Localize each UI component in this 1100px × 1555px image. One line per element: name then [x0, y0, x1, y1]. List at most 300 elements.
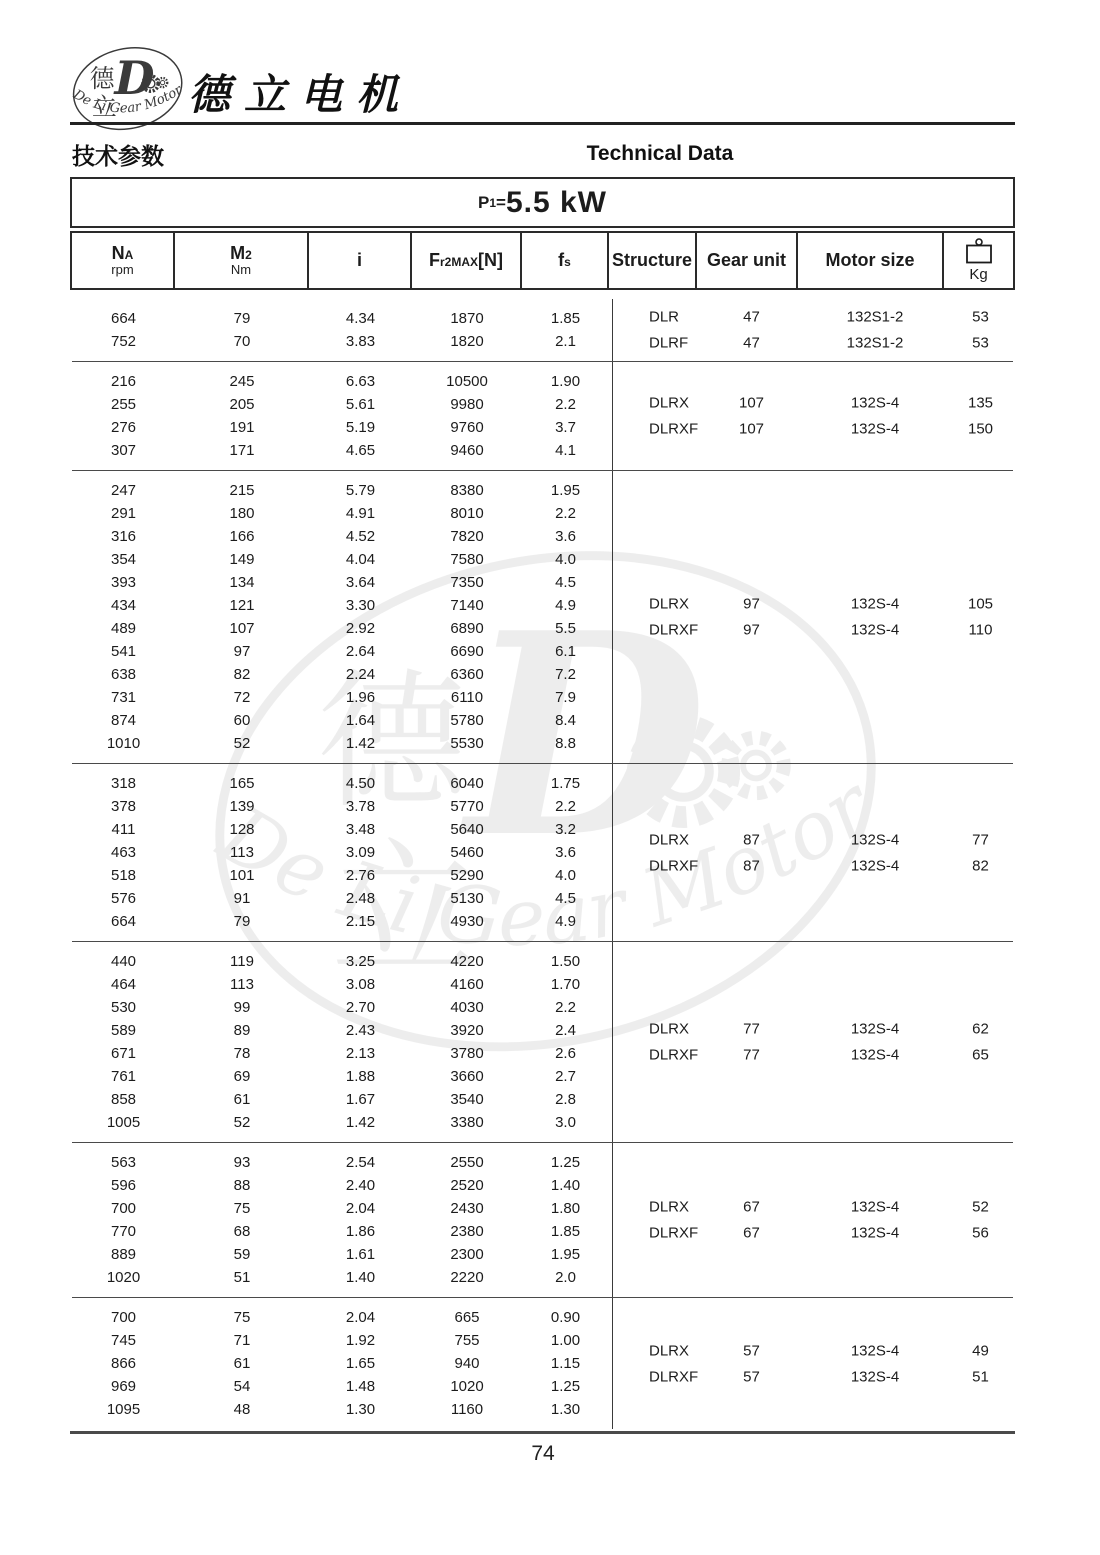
- cell-fr2max: 5640: [450, 821, 484, 838]
- cell-m2: 60: [233, 712, 251, 729]
- cell-na: 596: [110, 1177, 137, 1194]
- cell-fs: 1.90: [550, 373, 581, 390]
- cell-m2: 72: [233, 689, 251, 706]
- s-gear: 87: [743, 831, 760, 848]
- cell-m2: 54: [233, 1378, 251, 1395]
- s-motor: 132S-4: [850, 1368, 900, 1385]
- cell-na: 464: [110, 976, 137, 993]
- cell-m2: 79: [233, 310, 251, 327]
- structure-group: [613, 392, 1013, 441]
- cell-fr2max: 6040: [450, 775, 484, 792]
- cell-m2: 113: [230, 976, 254, 993]
- cell-ratio: 2.48: [345, 890, 376, 907]
- cell-fr2max: 4160: [450, 976, 484, 993]
- cell-m2: 61: [233, 1355, 251, 1372]
- cell-na: 664: [110, 913, 137, 930]
- power-rating-box: [70, 177, 1015, 228]
- cell-ratio: 2.04: [345, 1309, 376, 1326]
- cell-fr2max: 2550: [450, 1154, 484, 1171]
- cell-na: 318: [110, 775, 137, 792]
- cell-fs: 1.95: [550, 482, 581, 499]
- cell-fr2max: 3540: [450, 1091, 484, 1108]
- s-structure: DLRXF: [649, 1368, 699, 1385]
- table-row: [72, 1088, 1013, 1111]
- cell-fr2max: 7350: [450, 574, 484, 591]
- cell-fs: 3.6: [555, 844, 576, 861]
- table-row: [72, 479, 1013, 502]
- structure-group: [613, 828, 1013, 877]
- structure-group: [613, 1196, 1013, 1245]
- cell-fr2max: 8380: [450, 482, 484, 499]
- table-block: [72, 471, 1013, 764]
- page-title-en: Technical Data: [586, 142, 734, 165]
- table-row: [72, 732, 1013, 755]
- cell-na: 745: [110, 1332, 137, 1349]
- s-motor: 132S-4: [850, 595, 900, 613]
- cell-na: 874: [110, 712, 137, 729]
- cell-fs: 1.85: [550, 1223, 581, 1240]
- cell-ratio: 1.92: [345, 1332, 376, 1349]
- page-title-cn: 技术参数: [72, 143, 164, 169]
- cell-ratio: 2.04: [345, 1200, 376, 1217]
- cell-fr2max: 3660: [450, 1068, 484, 1085]
- structure-entry: [613, 392, 1013, 415]
- cell-fs: 2.1: [555, 333, 576, 350]
- structure-entry: [613, 306, 1013, 329]
- footer-rule: [70, 1431, 1015, 1434]
- table-row: [72, 686, 1013, 709]
- structure-entry: [613, 828, 1013, 851]
- structure-entry: [613, 418, 1013, 441]
- s-gear: 57: [743, 1342, 760, 1359]
- s-structure: DLRX: [649, 595, 690, 613]
- cell-fr2max: 7140: [450, 597, 484, 614]
- cell-fr2max: 5290: [450, 867, 484, 884]
- s-gear: 107: [738, 420, 765, 438]
- cell-ratio: 4.52: [345, 528, 376, 545]
- cell-ratio: 1.40: [345, 1269, 376, 1286]
- s-structure: DLRX: [649, 1198, 690, 1216]
- s-kg: 77: [972, 831, 989, 848]
- cell-fr2max: 7820: [450, 528, 484, 545]
- s-kg: 52: [972, 1198, 989, 1216]
- cell-fs: 1.50: [550, 953, 581, 970]
- cell-fs: 1.70: [550, 976, 581, 993]
- cell-fr2max: 5530: [450, 735, 484, 752]
- column-header-ratio: i: [309, 233, 412, 288]
- s-gear: 67: [743, 1224, 760, 1242]
- table-row: [72, 1243, 1013, 1266]
- cell-m2: 166: [229, 528, 255, 545]
- table-row: [72, 663, 1013, 686]
- cell-fs: 2.6: [555, 1045, 576, 1062]
- table-row: [72, 795, 1013, 818]
- cell-m2: 79: [233, 913, 251, 930]
- cell-ratio: 5.79: [345, 482, 376, 499]
- cell-fr2max: 1020: [450, 1378, 484, 1395]
- column-header-structure: Structure: [609, 233, 697, 288]
- column-header-na: NA rpm: [72, 233, 175, 288]
- cell-fr2max: 2520: [450, 1177, 484, 1194]
- table-column-header: [70, 231, 1015, 290]
- cell-m2: 75: [233, 1309, 251, 1326]
- s-structure: DLRX: [649, 1342, 690, 1359]
- structure-entry: [613, 332, 1013, 355]
- structure-group: [613, 306, 1013, 355]
- s-gear: 107: [738, 394, 765, 412]
- header-rule: [70, 122, 1015, 125]
- cell-m2: 89: [233, 1022, 251, 1039]
- table-row: [72, 1111, 1013, 1134]
- cell-fs: 4.9: [555, 913, 576, 930]
- s-kg: 110: [968, 621, 993, 639]
- cell-fs: 3.6: [555, 528, 576, 545]
- s-gear: 77: [743, 1046, 760, 1064]
- cell-fr2max: 5770: [450, 798, 484, 815]
- cell-m2: 101: [229, 867, 255, 884]
- s-motor: 132S-4: [850, 394, 900, 412]
- cell-m2: 91: [233, 890, 251, 907]
- cell-na: 664: [110, 310, 137, 327]
- cell-fr2max: 1870: [450, 310, 484, 327]
- structure-group: [613, 1339, 1013, 1388]
- cell-m2: 149: [229, 551, 255, 568]
- cell-ratio: 3.25: [345, 953, 376, 970]
- cell-ratio: 1.64: [345, 712, 376, 729]
- cell-fr2max: 6360: [450, 666, 484, 683]
- structure-entry: [613, 854, 1013, 877]
- cell-ratio: 2.70: [345, 999, 376, 1016]
- cell-m2: 59: [233, 1246, 251, 1263]
- cell-na: 463: [110, 844, 137, 861]
- cell-fs: 4.1: [555, 442, 576, 459]
- cell-fr2max: 3380: [450, 1114, 484, 1131]
- power-prefix: P: [477, 192, 490, 212]
- cell-m2: 61: [233, 1091, 251, 1108]
- cell-fr2max: 6690: [450, 643, 484, 660]
- cell-fr2max: 3780: [450, 1045, 484, 1062]
- cell-m2: 171: [229, 442, 255, 459]
- cell-fs: 1.95: [550, 1246, 581, 1263]
- s-kg: 51: [972, 1368, 989, 1385]
- cell-fs: 1.40: [550, 1177, 581, 1194]
- s-motor: 132S-4: [850, 1342, 900, 1359]
- table-row: [72, 709, 1013, 732]
- cell-fs: 1.15: [550, 1355, 581, 1372]
- s-kg: 53: [972, 334, 989, 352]
- cell-ratio: 2.92: [345, 620, 376, 637]
- table-row: [72, 439, 1013, 462]
- table-row: [72, 1306, 1013, 1329]
- s-gear: 67: [743, 1198, 760, 1216]
- cell-na: 530: [110, 999, 137, 1016]
- cell-fr2max: 755: [454, 1332, 480, 1349]
- cell-fr2max: 7580: [450, 551, 484, 568]
- cell-fr2max: 2430: [450, 1200, 484, 1217]
- structure-group: [613, 593, 1013, 642]
- s-kg: 53: [972, 308, 989, 326]
- s-motor: 132S-4: [850, 1198, 900, 1216]
- cell-fs: 6.1: [555, 643, 576, 660]
- s-gear: 47: [743, 308, 760, 326]
- cell-fs: 4.9: [555, 597, 576, 614]
- cell-m2: 113: [230, 844, 254, 861]
- cell-m2: 69: [233, 1068, 251, 1085]
- cell-na: 440: [110, 953, 137, 970]
- cell-m2: 68: [233, 1223, 251, 1240]
- cell-ratio: 4.50: [345, 775, 376, 792]
- table-row: [72, 1266, 1013, 1289]
- s-structure: DLRXF: [649, 621, 699, 639]
- cell-fs: 3.0: [555, 1114, 576, 1131]
- cell-fr2max: 940: [454, 1355, 480, 1372]
- s-structure: DLRXF: [649, 1046, 699, 1064]
- cell-fs: 2.2: [555, 505, 576, 522]
- s-structure: DLR: [649, 308, 680, 326]
- s-gear: 77: [743, 1020, 760, 1038]
- cell-m2: 52: [233, 1114, 251, 1131]
- cell-fr2max: 665: [454, 1309, 480, 1326]
- cell-fs: 5.5: [555, 620, 576, 637]
- cell-fs: 2.2: [555, 798, 576, 815]
- cell-m2: 205: [229, 396, 255, 413]
- s-kg: 150: [967, 420, 994, 438]
- cell-fr2max: 1820: [450, 333, 484, 350]
- cell-ratio: 1.42: [345, 1114, 376, 1131]
- cell-m2: 97: [233, 643, 251, 660]
- cell-ratio: 1.48: [345, 1378, 376, 1395]
- cell-ratio: 4.34: [345, 310, 376, 327]
- cell-ratio: 3.64: [345, 574, 376, 591]
- cell-ratio: 5.19: [345, 419, 376, 436]
- s-kg: 65: [972, 1046, 989, 1064]
- cell-fr2max: 5460: [450, 844, 484, 861]
- cell-fs: 1.30: [550, 1401, 581, 1418]
- cell-ratio: 2.24: [345, 666, 376, 683]
- cell-na: 889: [110, 1246, 137, 1263]
- cell-na: 291: [110, 505, 137, 522]
- cell-fr2max: 2220: [450, 1269, 484, 1286]
- table-row: [72, 370, 1013, 393]
- cell-ratio: 2.54: [345, 1154, 376, 1171]
- cell-na: 434: [110, 597, 137, 614]
- cell-ratio: 4.04: [345, 551, 376, 568]
- cell-na: 247: [110, 482, 137, 499]
- cell-ratio: 2.13: [345, 1045, 376, 1062]
- cell-na: 731: [110, 689, 137, 706]
- cell-ratio: 2.76: [345, 867, 376, 884]
- s-gear: 97: [743, 621, 760, 639]
- cell-m2: 51: [233, 1269, 251, 1286]
- cell-fs: 8.4: [555, 712, 576, 729]
- s-motor: 132S-4: [850, 857, 900, 874]
- s-gear: 97: [743, 595, 760, 613]
- cell-fs: 4.5: [555, 890, 576, 907]
- cell-fs: 1.25: [550, 1378, 581, 1395]
- table-row: [72, 571, 1013, 594]
- power-equals: =: [496, 192, 506, 212]
- cell-m2: 128: [229, 821, 255, 838]
- table-row: [72, 1151, 1013, 1174]
- structure-entry: [613, 1196, 1013, 1219]
- s-structure: DLRXF: [649, 1224, 699, 1242]
- cell-fr2max: 9460: [450, 442, 484, 459]
- cell-fr2max: 4220: [450, 953, 484, 970]
- cell-ratio: 3.09: [345, 844, 376, 861]
- cell-na: 700: [110, 1200, 137, 1217]
- cell-na: 354: [110, 551, 137, 568]
- cell-m2: 215: [229, 482, 255, 499]
- cell-fr2max: 4930: [450, 913, 484, 930]
- cell-na: 255: [110, 396, 137, 413]
- table-row: [72, 996, 1013, 1019]
- s-structure: DLRF: [649, 334, 689, 352]
- cell-m2: 191: [229, 419, 255, 436]
- cell-na: 1010: [106, 735, 141, 752]
- cell-m2: 48: [233, 1401, 251, 1418]
- cell-m2: 78: [233, 1045, 251, 1062]
- cell-na: 393: [110, 574, 137, 591]
- cell-fs: 2.8: [555, 1091, 576, 1108]
- cell-fs: 7.2: [555, 666, 576, 683]
- cell-ratio: 3.78: [345, 798, 376, 815]
- s-structure: DLRX: [649, 1020, 690, 1038]
- cell-fr2max: 4030: [450, 999, 484, 1016]
- cell-m2: 99: [233, 999, 251, 1016]
- cell-fs: 1.85: [550, 310, 581, 327]
- cell-fr2max: 10500: [446, 373, 488, 390]
- cell-ratio: 1.65: [345, 1355, 376, 1372]
- structure-entry: [613, 1365, 1013, 1388]
- cell-na: 411: [111, 821, 136, 838]
- cell-fs: 1.25: [550, 1154, 581, 1171]
- structure-entry: [613, 593, 1013, 616]
- cell-fs: 7.9: [555, 689, 576, 706]
- column-header-kg: Kg: [944, 233, 1013, 288]
- cell-fr2max: 1160: [450, 1401, 484, 1418]
- cell-na: 563: [110, 1154, 137, 1171]
- cell-fs: 1.00: [550, 1332, 581, 1349]
- cell-fs: 1.80: [550, 1200, 581, 1217]
- cell-ratio: 2.15: [345, 913, 376, 930]
- cell-m2: 180: [229, 505, 255, 522]
- column-header-fr2max: Fr2MAX[N]: [412, 233, 522, 288]
- table-block: [72, 1143, 1013, 1298]
- page-number: 74: [531, 1442, 555, 1465]
- cell-na: 761: [110, 1068, 137, 1085]
- table-block: [72, 942, 1013, 1143]
- table-row: [72, 950, 1013, 973]
- cell-na: 1020: [106, 1269, 141, 1286]
- cell-m2: 88: [233, 1177, 251, 1194]
- brand-name: 德立电机: [188, 70, 413, 119]
- cell-fr2max: 2300: [450, 1246, 484, 1263]
- table-row: [72, 910, 1013, 933]
- s-structure: DLRXF: [649, 420, 699, 438]
- cell-ratio: 4.65: [345, 442, 376, 459]
- cell-m2: 71: [233, 1332, 251, 1349]
- cell-ratio: 1.42: [345, 735, 376, 752]
- cell-na: 770: [110, 1223, 137, 1240]
- brand-logo-icon: [70, 46, 186, 140]
- cell-fr2max: 5780: [450, 712, 484, 729]
- s-kg: 105: [967, 595, 994, 613]
- cell-fs: 0.90: [550, 1309, 581, 1326]
- table-block: [72, 362, 1013, 471]
- cell-ratio: 2.40: [345, 1177, 376, 1194]
- cell-ratio: 3.83: [345, 333, 376, 350]
- cell-na: 638: [110, 666, 137, 683]
- cell-na: 216: [110, 373, 137, 390]
- s-gear: 47: [743, 334, 760, 352]
- s-kg: 82: [972, 857, 989, 874]
- cell-fr2max: 6890: [450, 620, 484, 637]
- s-gear: 87: [743, 857, 760, 874]
- cell-fs: 8.8: [555, 735, 576, 752]
- cell-na: 858: [110, 1091, 137, 1108]
- cell-na: 316: [110, 528, 137, 545]
- s-motor: 132S-4: [850, 1020, 900, 1038]
- cell-na: 518: [110, 867, 137, 884]
- cell-ratio: 1.30: [345, 1401, 376, 1418]
- table-row: [72, 772, 1013, 795]
- data-table: [72, 299, 1013, 1429]
- table-block: [72, 764, 1013, 942]
- cell-na: 307: [110, 442, 137, 459]
- cell-na: 752: [110, 333, 137, 350]
- cell-ratio: 2.43: [345, 1022, 376, 1039]
- table-block: [72, 299, 1013, 362]
- cell-ratio: 1.88: [345, 1068, 376, 1085]
- cell-m2: 75: [233, 1200, 251, 1217]
- cell-fr2max: 9760: [450, 419, 484, 436]
- table-row: [72, 1174, 1013, 1197]
- cell-fs: 3.2: [555, 821, 576, 838]
- s-structure: DLRX: [649, 831, 690, 848]
- weight-icon: [961, 238, 997, 265]
- cell-m2: 134: [229, 574, 255, 591]
- cell-m2: 70: [233, 333, 251, 350]
- cell-ratio: 2.64: [345, 643, 376, 660]
- cell-m2: 82: [233, 666, 251, 683]
- cell-fr2max: 2380: [450, 1223, 484, 1240]
- s-motor: 132S1-2: [846, 308, 904, 326]
- cell-ratio: 3.48: [345, 821, 376, 838]
- cell-fr2max: 8010: [450, 505, 484, 522]
- cell-fs: 4.5: [555, 574, 576, 591]
- structure-entry: [613, 1044, 1013, 1067]
- cell-fr2max: 9980: [450, 396, 484, 413]
- s-motor: 132S-4: [850, 621, 900, 639]
- cell-na: 1095: [106, 1401, 141, 1418]
- cell-m2: 119: [230, 953, 254, 970]
- cell-na: 969: [110, 1378, 137, 1395]
- cell-na: 276: [110, 419, 137, 436]
- cell-m2: 93: [233, 1154, 251, 1171]
- cell-m2: 121: [229, 597, 255, 614]
- cell-fs: 4.0: [555, 867, 576, 884]
- cell-m2: 245: [229, 373, 255, 390]
- table-row: [72, 1065, 1013, 1088]
- cell-ratio: 1.61: [345, 1246, 376, 1263]
- cell-fs: 2.4: [555, 1022, 576, 1039]
- cell-ratio: 4.91: [345, 505, 376, 522]
- column-header-m2: M2 Nm: [175, 233, 309, 288]
- s-motor: 132S-4: [850, 420, 900, 438]
- cell-ratio: 5.61: [345, 396, 376, 413]
- s-structure: DLRXF: [649, 857, 699, 874]
- s-kg: 56: [972, 1224, 989, 1242]
